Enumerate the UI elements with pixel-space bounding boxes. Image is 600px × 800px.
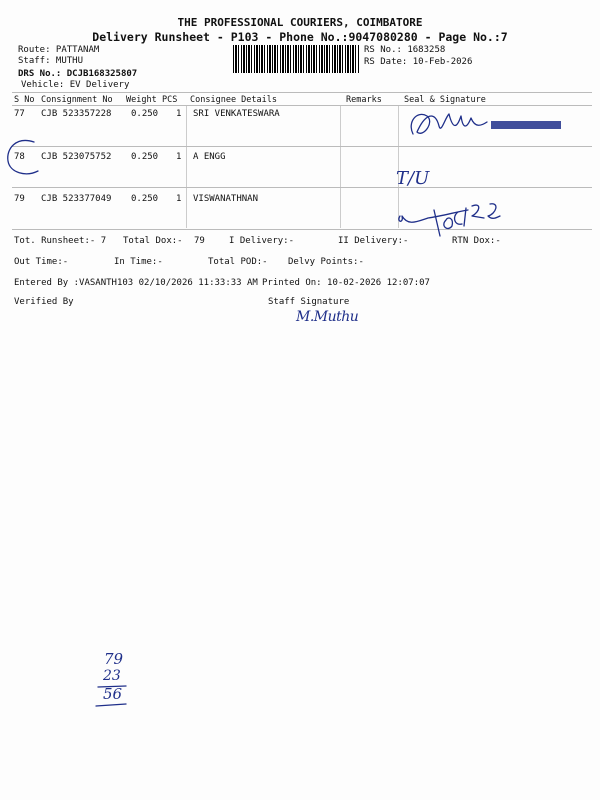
- barcode: [233, 45, 360, 73]
- verified-by-label: Verified By: [14, 297, 74, 307]
- row3-signature: [396, 198, 506, 240]
- col-header-consignee: Consignee Details: [190, 95, 277, 105]
- col-header-weight: Weight: [126, 95, 157, 105]
- drs-number: DRS No.: DCJB168325807: [18, 69, 138, 79]
- rs-number: RS No.: 1683258: [364, 45, 446, 55]
- row-pcs: 1: [176, 152, 182, 162]
- row-weight: 0.250: [131, 152, 159, 162]
- row-consignment: CJB 523075752: [41, 152, 112, 162]
- out-time-label: Out Time:-: [14, 257, 69, 267]
- total-dox-label: Total Dox:-: [123, 236, 183, 246]
- row1-signature: [405, 104, 570, 148]
- row-weight: 0.250: [131, 194, 159, 204]
- row-pcs: 1: [176, 194, 182, 204]
- calc-line-2: 23: [103, 668, 121, 684]
- row-sno: 79: [14, 194, 25, 204]
- table-top-rule: [12, 92, 592, 93]
- in-time-label: In Time:-: [114, 257, 163, 267]
- col-sep: [340, 106, 341, 228]
- row-sno: 77: [14, 109, 25, 119]
- row-consignee: A ENGG: [193, 152, 226, 162]
- route-label: Route: PATTANAM: [18, 45, 100, 55]
- row-divider: [12, 187, 592, 188]
- calc-line-3: 56: [103, 685, 123, 703]
- col-header-pcs: PCS: [162, 95, 178, 105]
- entered-by: Entered By :VASANTH103 02/10/2026 11:33:33 AM: [14, 278, 258, 288]
- vehicle-label: Vehicle: EV Delivery: [21, 80, 130, 90]
- row-sno: 78: [14, 152, 25, 162]
- staff-signature-label: Staff Signature: [268, 297, 350, 307]
- row2-remark-handwritten: T/U: [396, 168, 430, 189]
- rtn-dox-label: RTN Dox:-: [452, 236, 501, 246]
- col-header-seal-signature: Seal & Signature: [404, 95, 486, 105]
- i-delivery-label: I Delivery:-: [229, 236, 295, 246]
- tot-runsheet: Tot. Runsheet:- 7: [14, 236, 107, 246]
- col-header-remarks: Remarks: [346, 95, 382, 105]
- row-consignment: CJB 523357228: [41, 109, 112, 119]
- total-dox-value: 79: [194, 236, 205, 246]
- staff-label: Staff: MUTHU: [18, 56, 84, 66]
- printed-on: Printed On: 10-02-2026 12:07:07: [262, 278, 430, 288]
- ii-delivery-label: II Delivery:-: [338, 236, 409, 246]
- delvy-points-label: Delvy Points:-: [288, 257, 364, 267]
- staff-signature-handwritten: M.Muthu: [296, 309, 359, 325]
- calc-underline: [94, 702, 130, 708]
- runsheet-subtitle: Delivery Runsheet - P103 - Phone No.:9047080280 - Page No.:7: [92, 30, 508, 44]
- row-consignment: CJB 523377049: [41, 194, 112, 204]
- col-sep: [186, 106, 187, 228]
- rs-date: RS Date: 10-Feb-2026: [364, 57, 473, 67]
- calc-line-1: 79: [104, 650, 124, 668]
- row-weight: 0.250: [131, 109, 159, 119]
- total-pod-label: Total POD:-: [208, 257, 268, 267]
- row-pcs: 1: [176, 109, 182, 119]
- row-consignee: VISWANATHNAN: [193, 194, 259, 204]
- col-header-consignment: Consignment No: [41, 95, 113, 105]
- row2-circle-mark: [4, 137, 44, 179]
- col-header-sno: S No: [14, 95, 35, 105]
- company-title: THE PROFESSIONAL COURIERS, COIMBATORE: [177, 16, 423, 29]
- row-consignee: SRI VENKATESWARA: [193, 109, 280, 119]
